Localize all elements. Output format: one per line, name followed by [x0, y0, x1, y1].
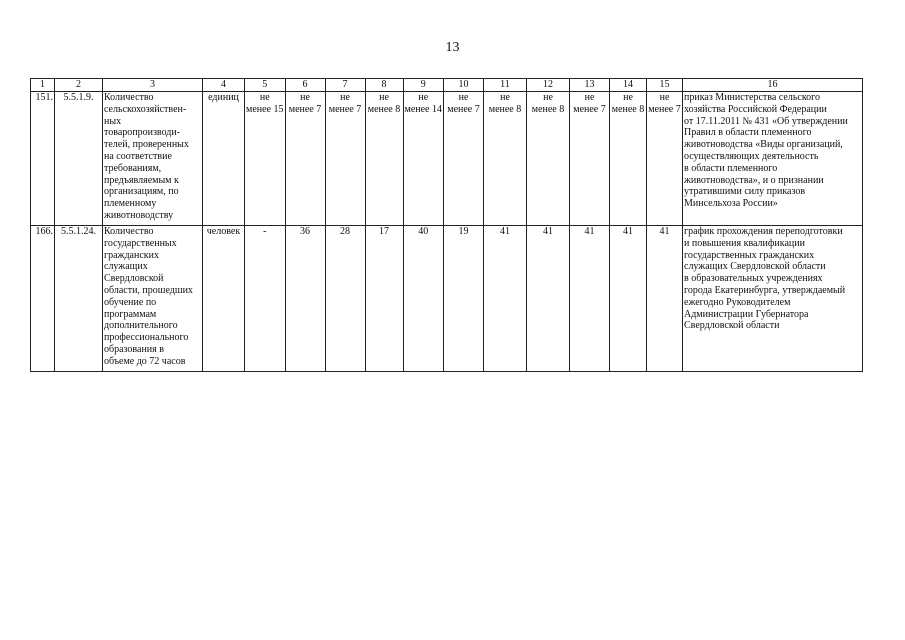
indicator-name-line: дополнительного	[104, 320, 178, 332]
indicator-code: 5.5.1.24.	[55, 226, 103, 372]
value-cell	[444, 92, 484, 226]
value-cell-line: 28	[340, 226, 350, 237]
column-number-cell: 11	[484, 79, 527, 92]
column-number-cell: 13	[570, 79, 610, 92]
source-document-line: от 17.11.2011 № 431 «Об утверждении	[684, 115, 848, 127]
value-cell-line: менее 8	[531, 103, 565, 115]
value-cell	[527, 92, 570, 226]
column-number-cell: 14	[610, 79, 647, 92]
value-cell	[285, 92, 325, 226]
value-cell-line: не	[623, 92, 633, 103]
source-document-line: график прохождения переподготовки	[684, 226, 843, 237]
value-cell-line: менее 15	[246, 103, 284, 115]
value-cell	[325, 92, 365, 226]
source-document-line: в области племенного	[684, 162, 778, 174]
value-cell-line: 19	[458, 226, 469, 237]
value-cell-line: 40	[418, 226, 429, 237]
source-document-line: животноводства», и о признании	[684, 174, 824, 186]
column-number-cell: 10	[444, 79, 484, 92]
indicator-name	[103, 226, 203, 372]
column-number-cell: 5	[245, 79, 286, 92]
value-cell-line: не	[458, 92, 469, 103]
column-number-cell: 6	[285, 79, 325, 92]
value-cell-line: менее 7	[648, 103, 681, 115]
unit-of-measure: единиц	[203, 92, 245, 226]
value-cell-line: менее 7	[288, 103, 322, 115]
value-cell	[527, 226, 570, 372]
indicator-name-line: программам	[104, 308, 157, 320]
value-cell-line: -	[263, 226, 267, 237]
value-cell-line: 17	[379, 226, 389, 237]
column-number-cell: 4	[203, 79, 245, 92]
source-document-line: осуществляющих деятельность	[684, 150, 819, 162]
value-cell-line: не	[418, 92, 429, 103]
value-cell-line: 36	[300, 226, 310, 237]
indicator-name-line: племенному	[104, 198, 157, 210]
indicator-name-line: товаропроизводи-	[104, 127, 181, 139]
column-number-cell: 2	[55, 79, 103, 92]
value-cell	[484, 92, 527, 226]
column-number-cell: 16	[683, 79, 863, 92]
source-document-line: ежегодно Руководителем	[684, 296, 791, 308]
value-cell	[245, 92, 286, 226]
value-cell-line: не	[379, 92, 389, 103]
value-cell	[570, 92, 610, 226]
column-number-row	[31, 79, 863, 92]
column-number-cell: 15	[647, 79, 683, 92]
value-cell	[403, 92, 444, 226]
value-cell	[647, 92, 683, 226]
indicator-name-line: животноводству	[104, 209, 174, 221]
table-row	[31, 92, 863, 226]
indicator-name-line: организациям, по	[104, 186, 179, 198]
source-document-line: хозяйства Российской Федерации	[684, 103, 827, 115]
source-document-line: и повышения квалификации	[684, 237, 805, 249]
value-cell	[245, 226, 286, 372]
value-cell-line: 41	[500, 226, 510, 237]
source-document-line: Свердловской области	[684, 320, 780, 332]
indicator-name-line: сельскохозяйствен-	[104, 103, 187, 115]
value-cell-line: не	[584, 92, 595, 103]
value-cell-line: 41	[659, 226, 670, 237]
indicator-code: 5.5.1.9.	[55, 92, 103, 226]
value-cell	[365, 92, 403, 226]
indicator-name-line: телей, проверенных	[104, 139, 189, 151]
indicator-name-line: предъявляемым к	[104, 174, 179, 186]
source-document-line: государственных гражданских	[684, 249, 815, 261]
row-number: 166.	[31, 226, 55, 372]
value-cell-line: менее 8	[488, 103, 522, 115]
unit-of-measure: человек	[203, 226, 245, 372]
value-cell-line: менее 8	[367, 103, 401, 115]
value-cell-line: 41	[543, 226, 553, 237]
column-number-cell: 9	[403, 79, 444, 92]
value-cell	[610, 92, 647, 226]
value-cell-line: 41	[584, 226, 595, 237]
page-number: 13	[445, 40, 460, 55]
source-document	[683, 226, 863, 372]
indicator-name-line: объеме до 72 часов	[104, 355, 186, 367]
value-cell-line: менее 7	[447, 103, 480, 115]
column-number-cell: 3	[103, 79, 203, 92]
indicator-name-line: Свердловской	[104, 273, 164, 285]
column-number-cell: 7	[325, 79, 365, 92]
value-cell	[647, 226, 683, 372]
column-number-cell: 12	[527, 79, 570, 92]
indicator-name-line: Количество	[104, 92, 154, 103]
indicator-name-line: Количество	[104, 226, 154, 237]
table-row	[31, 226, 863, 372]
value-cell-line: менее 7	[328, 103, 362, 115]
value-cell-line: не	[543, 92, 553, 103]
indicator-name-line: служащих	[104, 261, 148, 273]
value-cell-line: не	[340, 92, 350, 103]
indicator-name-line: области, прошедших	[104, 284, 193, 296]
source-document-line: утратившими силу приказов	[684, 186, 806, 198]
value-cell	[444, 226, 484, 372]
indicator-name-line: профессионального	[104, 332, 189, 344]
indicator-name-line: ных	[104, 115, 122, 127]
indicator-name-line: образования в	[104, 343, 164, 355]
indicator-name-line: требованиям,	[104, 162, 162, 174]
value-cell-line: менее 14	[404, 103, 442, 115]
value-cell-line: не	[300, 92, 310, 103]
value-cell	[403, 226, 444, 372]
value-cell-line: не	[259, 92, 270, 103]
value-cell-line: не	[659, 92, 670, 103]
value-cell	[610, 226, 647, 372]
indicators-table	[30, 78, 863, 372]
value-cell-line: менее 7	[573, 103, 606, 115]
row-number: 151.	[31, 92, 55, 226]
indicator-name-line: на соответствие	[104, 150, 172, 162]
source-document-line: в образовательных учреждениях	[684, 273, 823, 285]
source-document-line: Администрации Губернатора	[684, 308, 809, 320]
value-cell	[285, 226, 325, 372]
value-cell-line: 41	[623, 226, 633, 237]
value-cell	[365, 226, 403, 372]
source-document	[683, 92, 863, 226]
source-document-line: города Екатеринбурга, утверждаемый	[684, 284, 846, 296]
source-document-line: Правил в области племенного	[684, 127, 812, 139]
indicator-name	[103, 92, 203, 226]
column-number-cell: 8	[365, 79, 403, 92]
indicator-name-line: обучение по	[104, 296, 157, 308]
source-document-line: Минсельхоза России»	[684, 198, 778, 210]
indicator-name-line: государственных	[104, 237, 177, 249]
value-cell-line: не	[500, 92, 510, 103]
indicator-name-line: гражданских	[104, 249, 159, 261]
value-cell	[570, 226, 610, 372]
source-document-line: приказ Министерства сельского	[684, 92, 821, 103]
source-document-line: животноводства «Виды организаций,	[684, 139, 843, 151]
source-document-line: служащих Свердловской области	[684, 261, 826, 273]
value-cell	[325, 226, 365, 372]
column-number-cell: 1	[31, 79, 55, 92]
value-cell	[484, 226, 527, 372]
value-cell-line: менее 8	[611, 103, 645, 115]
